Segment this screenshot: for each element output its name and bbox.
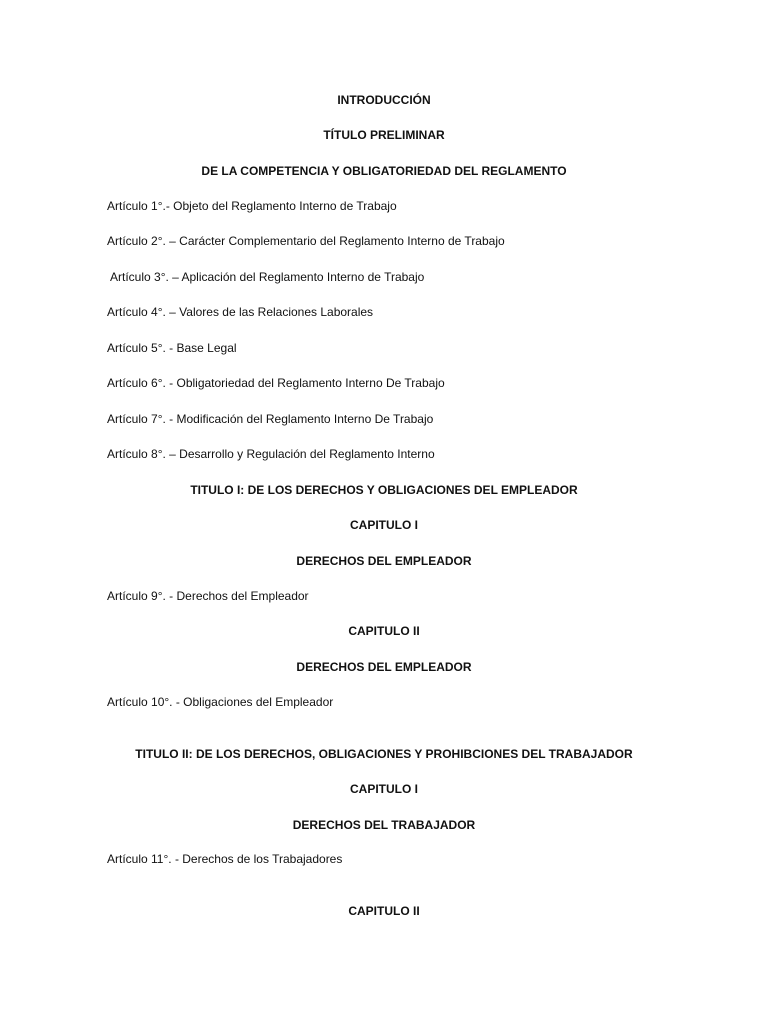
heading-capitulo-i-2: CAPITULO I [350,782,418,796]
heading-titulo-ii: TITULO II: DE LOS DERECHOS, OBLIGACIONES Y PROHIBCIONES DEL TRABAJADOR [135,747,633,761]
article-7: Artículo 7°. - Modificación del Reglamento Interno De Trabajo [107,412,434,426]
article-8: Artículo 8°. – Desarrollo y Regulación del Reglamento Interno [107,447,435,461]
article-4: Artículo 4°. – Valores de las Relaciones Laborales [107,305,374,319]
heading-capitulo-i: CAPITULO I [350,518,418,532]
heading-capitulo-ii: CAPITULO II [348,624,420,638]
article-6: Artículo 6°. - Obligatoriedad del Reglamento Interno De Trabajo [107,376,445,390]
article-11: Artículo 11°. - Derechos de los Trabajadores [107,852,343,866]
heading-derechos-trabajador: DERECHOS DEL TRABAJADOR [292,818,476,832]
article-5: Artículo 5°. - Base Legal [107,341,237,355]
heading-derechos-empleador: DERECHOS DEL EMPLEADOR [296,554,472,568]
heading-titulo-preliminar: TÍTULO PRELIMINAR [323,128,445,142]
article-1: Artículo 1°.- Objeto del Reglamento Interno de Trabajo [107,199,397,213]
heading-derechos-empleador-2: DERECHOS DEL EMPLEADOR [296,660,472,674]
heading-competencia: DE LA COMPETENCIA Y OBLIGATORIEDAD DEL REGLAMENTO [201,164,567,178]
heading-titulo-i: TITULO I: DE LOS DERECHOS Y OBLIGACIONES DEL EMPLEADOR [190,483,578,497]
article-9: Artículo 9°. - Derechos del Empleador [107,589,309,603]
article-2: Artículo 2°. – Carácter Complementario del Reglamento Interno de Trabajo [107,234,505,248]
article-10: Artículo 10°. - Obligaciones del Empleador [107,695,334,709]
article-3: Artículo 3°. – Aplicación del Reglamento Interno de Trabajo [110,270,425,284]
heading-introduccion: INTRODUCCIÓN [337,93,431,107]
heading-capitulo-ii-2: CAPITULO II [348,904,420,918]
